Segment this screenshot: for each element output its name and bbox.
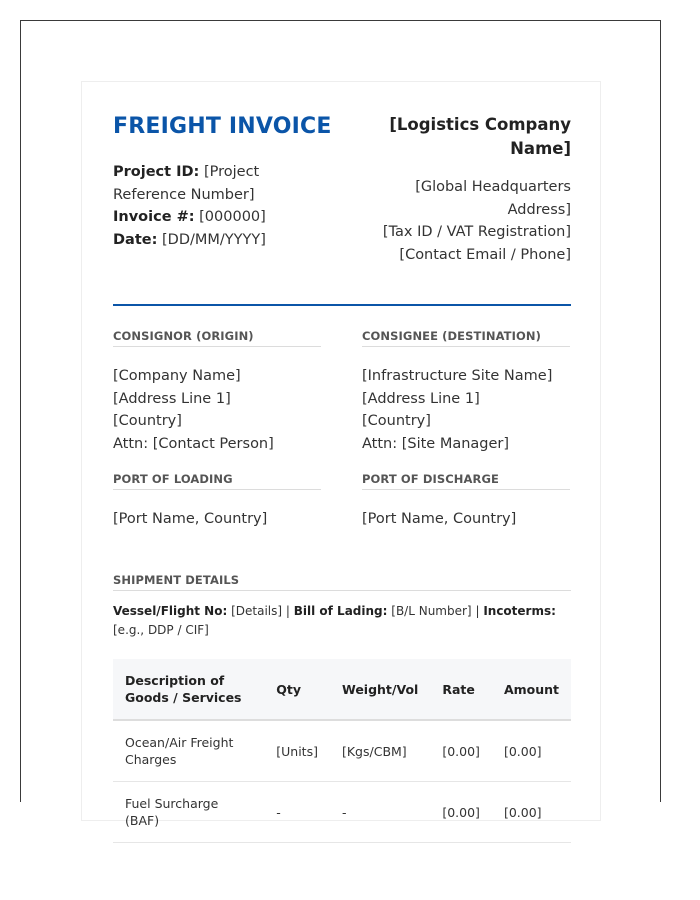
consignor-company: [Company Name] <box>113 368 241 384</box>
cell-rate: [0.00] <box>430 720 492 782</box>
bill-of-lading-value: [B/L Number] <box>391 604 472 618</box>
shipment-label: SHIPMENT DETAILS <box>113 573 571 591</box>
incoterms-label: Incoterms: <box>483 604 556 618</box>
header-qty: Qty <box>264 659 330 720</box>
cell-weight-vol: - <box>330 782 430 843</box>
bill-of-lading-label: Bill of Lading: <box>293 604 388 618</box>
company-contact: [Contact Email / Phone] <box>399 246 571 263</box>
table-header-row <box>113 659 571 720</box>
consignor-address-line: [Address Line 1] <box>113 390 231 407</box>
cell-amount: [0.00] <box>492 720 571 782</box>
cell-rate: [0.00] <box>430 782 492 843</box>
charges-table <box>113 659 571 843</box>
separator: | <box>285 604 290 618</box>
consignee-block <box>362 329 570 455</box>
shipment-details <box>113 573 571 640</box>
invoice-title: FREIGHT INVOICE <box>113 114 332 139</box>
consignor-country: [Country] <box>113 413 182 430</box>
consignee-country: [Country] <box>362 413 431 430</box>
date-line <box>113 229 328 252</box>
company-name: [Logistics Company Name] <box>389 115 571 158</box>
date-label: Date: <box>113 231 158 248</box>
header-weight-vol: Weight/Vol <box>330 659 430 720</box>
port-loading-value: [Port Name, Country] <box>113 511 268 527</box>
port-loading-block <box>113 472 321 531</box>
port-loading-label: PORT OF LOADING <box>113 472 321 490</box>
cell-description: Fuel Surcharge (BAF) <box>113 782 264 843</box>
port-discharge-label: PORT OF DISCHARGE <box>362 472 570 490</box>
cell-qty: - <box>264 782 330 843</box>
consignee-address-line: [Address Line 1] <box>362 390 480 407</box>
cell-weight-vol: [Kgs/CBM] <box>330 720 430 782</box>
header-rate: Rate <box>430 659 492 720</box>
project-id-line <box>113 161 328 206</box>
table-row <box>113 782 571 843</box>
project-id-label: Project ID: <box>113 164 200 180</box>
date-value: [DD/MM/YYYY] <box>162 231 266 248</box>
invoice-meta <box>113 161 328 251</box>
consignor-label: CONSIGNOR (ORIGIN) <box>113 329 321 347</box>
cell-amount: [0.00] <box>492 782 571 843</box>
incoterms-value: [e.g., DDP / CIF] <box>113 623 209 637</box>
shipment-line <box>113 602 571 640</box>
consignee-company: [Infrastructure Site Name] <box>362 368 553 384</box>
cell-description: Ocean/Air Freight Charges <box>113 720 264 782</box>
consignor-attn: Attn: [Contact Person] <box>113 435 274 452</box>
header-description: Description of Goods / Services <box>113 659 264 720</box>
company-block <box>371 113 571 266</box>
charges-table-wrapper <box>113 659 571 843</box>
vessel-value: [Details] <box>231 604 283 618</box>
consignee-address <box>362 365 570 455</box>
header-divider <box>113 304 571 306</box>
consignor-address <box>113 365 321 455</box>
company-tax-id: [Tax ID / VAT Registration] <box>382 224 571 241</box>
invoice-number-label: Invoice #: <box>113 209 195 225</box>
port-discharge-value: [Port Name, Country] <box>362 511 517 527</box>
table-header <box>113 659 571 720</box>
header-amount: Amount <box>492 659 571 720</box>
project-id-value: [Project Reference Number] <box>113 164 260 203</box>
consignee-label: CONSIGNEE (DESTINATION) <box>362 329 570 347</box>
company-headquarters: [Global Headquarters Address] <box>415 179 571 218</box>
consignee-attn: Attn: [Site Manager] <box>362 435 510 452</box>
vessel-label: Vessel/Flight No: <box>113 604 228 618</box>
cell-qty: [Units] <box>264 720 330 782</box>
port-discharge-block <box>362 472 570 531</box>
consignor-block <box>113 329 321 455</box>
invoice-content <box>113 82 571 828</box>
page-viewport <box>20 20 661 828</box>
table-body <box>113 720 571 843</box>
invoice-number-value: [000000] <box>199 209 266 225</box>
table-row <box>113 720 571 782</box>
invoice-number-line <box>113 206 328 229</box>
invoice-document <box>81 81 601 828</box>
invoice-header <box>113 82 571 305</box>
company-details <box>371 176 571 266</box>
separator: | <box>475 604 480 618</box>
